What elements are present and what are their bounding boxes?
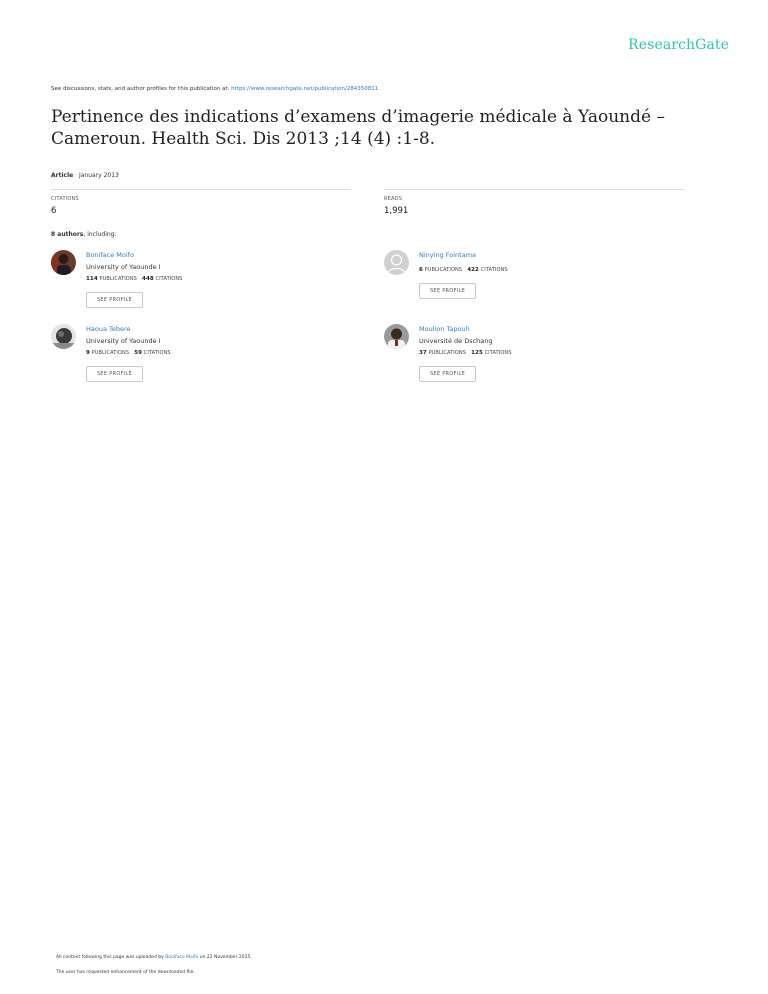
author-name[interactable]: Ninying Fointama xyxy=(419,251,477,259)
citations-count: 422 xyxy=(467,267,479,273)
see-profile-button[interactable]: SEE PROFILE xyxy=(419,366,476,382)
authors-suffix: , including: xyxy=(83,231,117,238)
author-name[interactable]: Boniface Moifo xyxy=(86,251,134,259)
author-affiliation: University of Yaounde I xyxy=(86,337,161,345)
author-affiliation: Université de Dschang xyxy=(419,337,493,345)
see-profile-button[interactable]: SEE PROFILE xyxy=(86,292,143,308)
author-avatar[interactable] xyxy=(384,324,409,349)
publication-link[interactable]: https://www.researchgate.net/publication/284350811 xyxy=(231,86,379,92)
reads-label: READS xyxy=(384,196,403,202)
citations-count: 125 xyxy=(471,350,483,356)
author-stats xyxy=(86,276,182,282)
citations-label: CITATIONS xyxy=(155,276,183,282)
publication-type: Article xyxy=(51,172,74,179)
see-profile-button[interactable]: SEE PROFILE xyxy=(86,366,143,382)
citations-label: CITATIONS xyxy=(51,196,79,202)
publications-count: 9 xyxy=(86,350,90,356)
authors-summary xyxy=(51,231,117,238)
author-card xyxy=(51,324,351,384)
author-name[interactable]: Haoua Tebere xyxy=(86,325,131,333)
author-stats xyxy=(419,350,512,356)
author-affiliation: University of Yaounde I xyxy=(86,263,161,271)
citations-count: 59 xyxy=(134,350,143,356)
citations-label: CITATIONS xyxy=(480,267,508,273)
author-card xyxy=(384,324,684,384)
see-profile-button[interactable]: SEE PROFILE xyxy=(419,283,476,299)
author-avatar[interactable] xyxy=(51,324,76,349)
author-stats xyxy=(419,267,508,273)
citations-count: 448 xyxy=(142,276,154,282)
author-card xyxy=(51,250,351,310)
discussions-text: See discussions, stats, and author profiles for this publication at: xyxy=(51,86,230,92)
publications-label: PUBLICATIONS xyxy=(424,267,463,273)
citations-label: CITATIONS xyxy=(484,350,512,356)
upload-prefix: All content following this page was uploaded by xyxy=(56,955,164,960)
author-avatar-placeholder[interactable] xyxy=(384,250,409,275)
publication-date: · January 2013 xyxy=(73,172,119,179)
publication-title: Pertinence des indications d’examens d’imagerie médicale à Yaoundé – Cameroun. Health Sci. Dis 2013 ;14 (4) :1-8. xyxy=(51,107,665,149)
enhancement-note: The user has requested enhancement of the downloaded file. xyxy=(56,970,195,975)
publications-label: PUBLICATIONS xyxy=(428,350,467,356)
discussions-line xyxy=(51,86,378,92)
reads-count: 1,991 xyxy=(384,206,409,216)
citations-count: 6 xyxy=(51,206,57,216)
author-avatar[interactable] xyxy=(51,250,76,275)
publications-label: PUBLICATIONS xyxy=(91,350,130,356)
publications-count: 6 xyxy=(419,267,423,273)
publications-label: PUBLICATIONS xyxy=(99,276,137,282)
publications-count: 37 xyxy=(419,350,427,356)
publication-meta xyxy=(51,172,119,179)
uploader-link[interactable]: Boniface Moifo xyxy=(165,955,199,960)
publications-count: 114 xyxy=(86,276,98,282)
upload-note xyxy=(56,955,252,960)
author-card xyxy=(384,250,684,310)
upload-suffix: on 22 November 2015. xyxy=(199,955,252,960)
citations-divider xyxy=(51,189,351,190)
reads-divider xyxy=(384,189,684,190)
author-name[interactable]: Moulion Tapouh xyxy=(419,325,470,333)
researchgate-logo[interactable]: ResearchGate xyxy=(628,37,729,53)
author-stats xyxy=(86,350,171,356)
citations-label: CITATIONS xyxy=(143,350,171,356)
authors-count: 8 authors xyxy=(51,231,84,238)
